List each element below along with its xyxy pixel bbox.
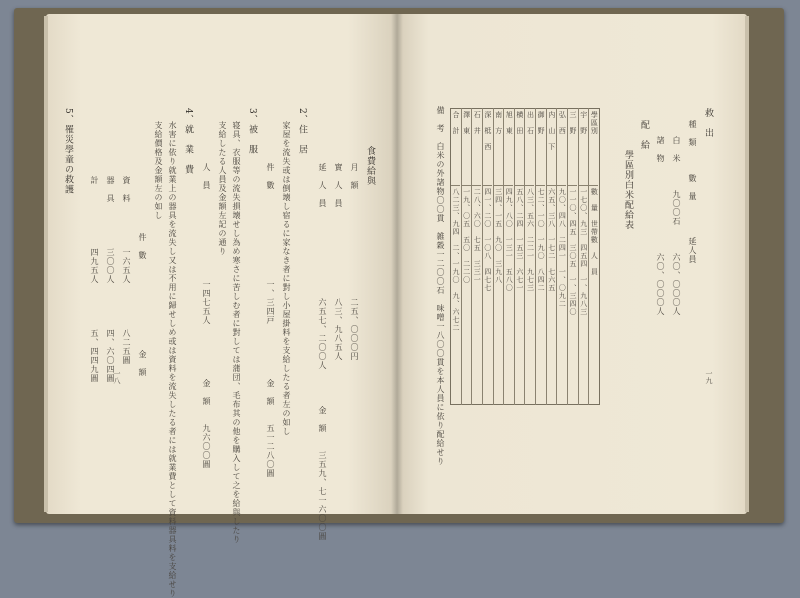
table-cell: 深 柢 西 — [483, 109, 492, 186]
table-cell: 八二三、九四 二、一九〇 九、六七二 — [452, 188, 460, 332]
table-cell: 一九、〇五 五〇 二二〇 — [462, 188, 471, 284]
table-cell: 學區別 — [589, 109, 598, 186]
table-cell: 一七〇、九三 四五四 一、九八三 — [579, 188, 588, 316]
text-line: 支給價格及金額左の如し — [154, 121, 163, 220]
table-district-column — [472, 109, 483, 405]
text-line: 種 類 數 量 延人員 — [688, 120, 697, 264]
text-line: 寝具、衣服等の流失損壊せし為め寒さに苦しむ者に對しては蒲団、毛布其の他を購入して之を給與したり — [232, 121, 241, 544]
book-gutter — [391, 14, 403, 514]
left-page-edge — [44, 16, 48, 512]
text-line: 諸 物 六〇、〇〇〇人 — [656, 136, 665, 316]
table-cell: 弘 西 — [557, 109, 566, 186]
table-row — [451, 109, 600, 405]
table-cell: 内 山 下 — [547, 109, 556, 186]
table-district-column — [514, 109, 525, 405]
table-cell: 七二、一〇 一九〇 八四二 — [537, 188, 546, 292]
table-cell: 一一〇、四五 三〇五 一、三四〇 — [569, 188, 578, 316]
table-cell: 旭 東 — [504, 109, 513, 186]
text-line: 月 額 二五、〇〇〇円 — [350, 163, 359, 361]
table-cell: 宇 野 — [579, 109, 588, 186]
section-heading: 食費給與 — [365, 146, 375, 186]
table-cell: 五八、二四 一五三 六七一 — [515, 188, 524, 292]
right-page-number: 一九 — [705, 370, 713, 384]
left-page-number: 一八 — [113, 370, 121, 384]
text-line: 支給したる人員及金額左記の通り — [218, 121, 227, 256]
text-line: 件 數 金 額 — [138, 233, 147, 377]
text-line: 器 具 三〇〇人 四、六〇四圓 — [106, 176, 115, 383]
table-cell: 石 井 — [472, 109, 481, 186]
text-line: 實 人 員 八三、九八五人 — [334, 163, 343, 361]
table-cell: 四九、八〇 一三一 五八〇 — [505, 188, 514, 292]
table-district-column — [568, 109, 579, 405]
table-district-column — [493, 109, 504, 405]
text-line: 備 考 白米の外諸物〇〇貫 雑穀一二〇〇石 味噌一八〇〇貫を本人員に依り配給せり — [436, 106, 445, 466]
table-district-column — [557, 109, 568, 405]
text-line: 白 米 九〇〇石 六〇、〇〇〇人 — [672, 136, 681, 316]
section-heading: 5、罹災學童の救護 — [63, 108, 73, 195]
table-district-column — [578, 109, 589, 405]
table-cell: 三四、一五 九〇 三九八 — [494, 188, 503, 284]
table-cell: 御 野 — [536, 109, 545, 186]
table-district-column — [504, 109, 515, 405]
table-district-column — [482, 109, 493, 405]
table-cell: 九〇、四八 二四一 一、〇九二 — [558, 188, 567, 308]
table-cell: 八三、五六 二二一 九七三 — [526, 188, 535, 292]
text-line: 家屋を流失或は倒壊し宿るに家なき者に對し小屋掛料を支給したる者左の如し — [282, 121, 291, 436]
table-cell: 澤 東 — [462, 109, 471, 186]
section-heading: 配 給 — [639, 120, 649, 150]
table-header-column — [589, 109, 600, 405]
section-heading: 2、住 居 — [297, 108, 307, 155]
right-page-edge — [745, 16, 749, 512]
table-cell: 横 田 — [515, 109, 524, 186]
table-district-column — [536, 109, 547, 405]
table-cell: 六五、三八 一七二 七六五 — [547, 188, 556, 292]
text-line: 件 數 一、三四戸 金 額 五一二八〇圓 — [266, 163, 275, 478]
section-heading: 4、就 業 費 — [183, 108, 193, 175]
table-cell: 出 石 — [525, 109, 534, 186]
table-district-column — [546, 109, 557, 405]
text-line: 人 員 一四七五人 金 額 九六〇〇圓 — [202, 163, 211, 469]
section-heading: 3、被 服 — [247, 108, 257, 155]
text-line: 資 料 一六五人 八二五圓 — [122, 176, 131, 365]
table-cell: 南 方 — [494, 109, 503, 186]
table-cell: 三 野 — [568, 109, 577, 186]
text-line: 計 四九五人 五、四四九圓 — [90, 176, 99, 383]
table-cell: 數 量 世帶數 人 員 — [590, 188, 599, 276]
table-cell: 四一、二〇 一〇八 四七七 — [483, 188, 492, 292]
table-total-column — [451, 109, 462, 405]
table-district-column — [461, 109, 472, 405]
text-line: 水害に依り就業上の器具を流失し又は不用に歸せしめ或は資料を流失したる者には就業費として資料器具料を支給せり — [168, 121, 177, 598]
text-line: 延 人 員 六五七、二〇〇人 金 額 三五九、七一六〇〇圓 — [318, 163, 327, 541]
table-cell: 合 計 — [451, 109, 460, 186]
rice-distribution-table — [450, 108, 600, 405]
section-heading: 學區別白米配給表 — [623, 150, 633, 230]
table-district-column — [525, 109, 536, 405]
table-cell: 二八、六〇 七五 三三一 — [473, 188, 482, 284]
section-heading: 救 出 — [703, 108, 713, 138]
